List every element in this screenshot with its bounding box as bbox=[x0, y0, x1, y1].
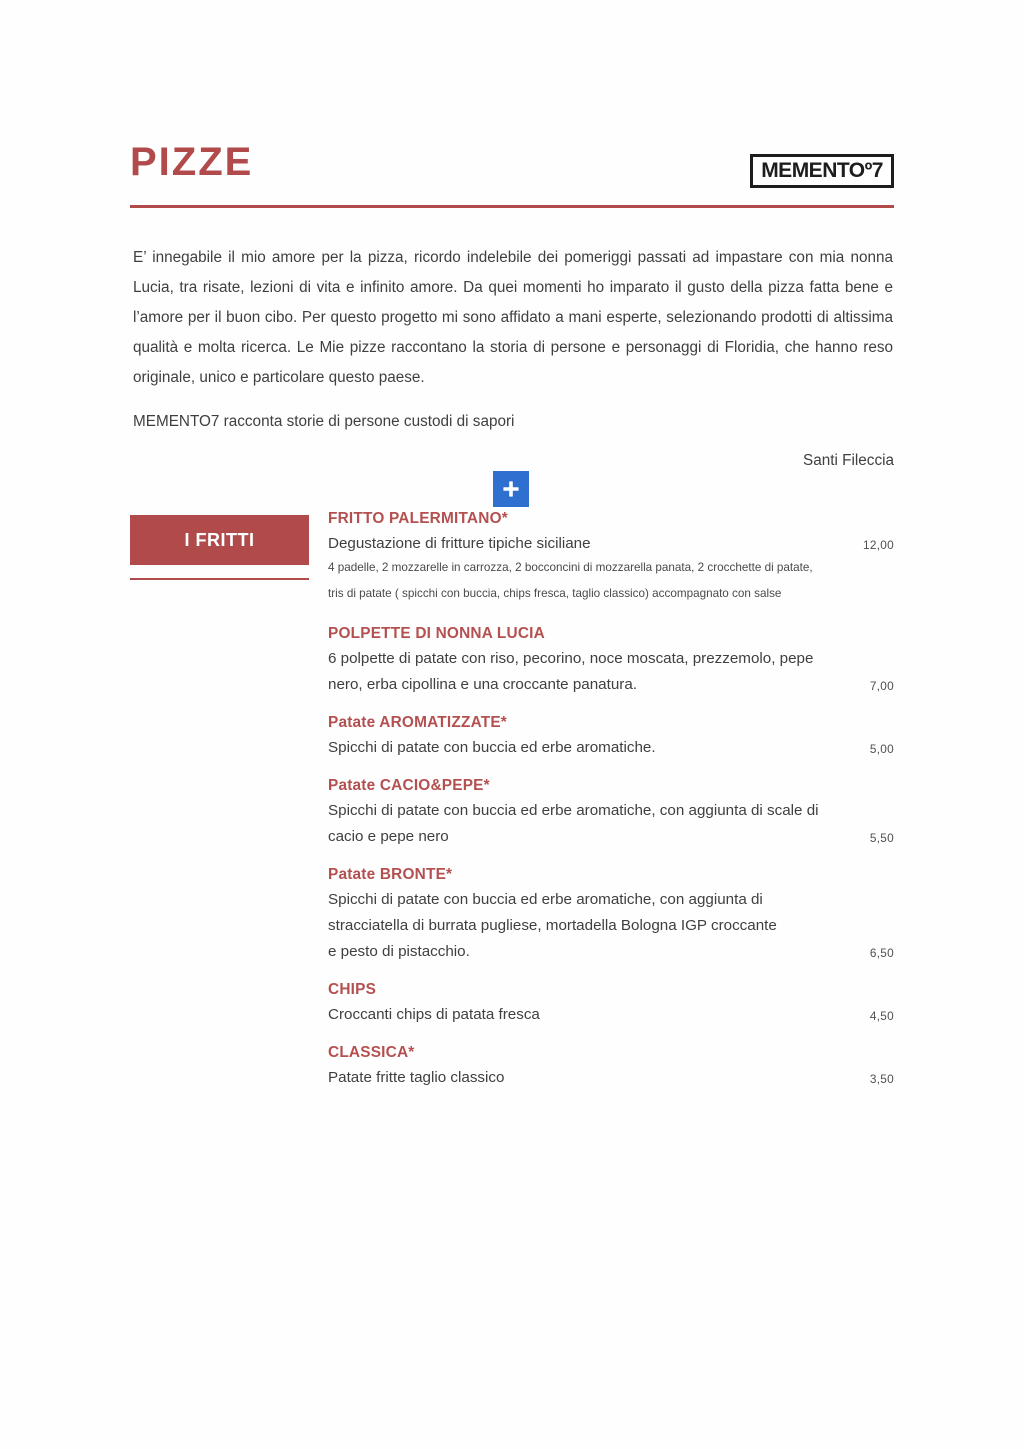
menu-item bbox=[328, 777, 894, 850]
menu-item-description bbox=[328, 646, 894, 698]
plus-icon[interactable] bbox=[494, 472, 528, 506]
menu-item-description bbox=[328, 531, 894, 609]
menu-item-line-text: 4 padelle, 2 mozzarelle in carrozza, 2 bocconcini di mozzarella panata, 2 crocchette di patate, bbox=[328, 561, 813, 574]
menu-item-line bbox=[328, 557, 894, 583]
menu-item bbox=[328, 981, 894, 1028]
menu-item-name: Patate CACIO&PEPE* bbox=[328, 777, 490, 794]
menu-item-line bbox=[328, 646, 894, 672]
menu-item-price: 5,00 bbox=[869, 742, 894, 756]
menu-item-line bbox=[328, 939, 894, 965]
menu-item-line-text: Croccanti chips di patata fresca bbox=[328, 1006, 540, 1023]
menu-items-list bbox=[328, 510, 894, 1107]
menu-item bbox=[328, 510, 894, 609]
menu-item-line-text: Spicchi di patate con buccia ed erbe aromatiche, con aggiunta di scale di bbox=[328, 802, 819, 819]
menu-item-line bbox=[328, 887, 894, 913]
menu-item-line bbox=[328, 672, 894, 698]
menu-item-line-text: Degustazione di fritture tipiche siciliane bbox=[328, 535, 591, 552]
section-divider bbox=[130, 578, 309, 580]
menu-item bbox=[328, 625, 894, 698]
menu-item bbox=[328, 714, 894, 761]
menu-item-line bbox=[328, 824, 894, 850]
menu-item bbox=[328, 866, 894, 965]
menu-item-line-text: Spicchi di patate con buccia ed erbe aromatiche. bbox=[328, 739, 656, 756]
author-signature: Santi Fileccia bbox=[803, 452, 894, 469]
menu-item-line-text: e pesto di pistacchio. bbox=[328, 943, 470, 960]
brand-logo bbox=[750, 154, 894, 188]
page-title: PIZZE bbox=[130, 140, 254, 184]
menu-item-line bbox=[328, 1002, 894, 1028]
title-divider bbox=[130, 205, 894, 208]
menu-item-line bbox=[328, 913, 894, 939]
menu-item-line-text: Patate fritte taglio classico bbox=[328, 1069, 505, 1086]
menu-item-name: Patate BRONTE* bbox=[328, 866, 453, 883]
menu-item-line-text: nero, erba cipollina e una croccante panatura. bbox=[328, 676, 638, 693]
menu-item-line bbox=[328, 531, 894, 557]
menu-item-price: 12,00 bbox=[862, 538, 894, 552]
menu-item-line-text: stracciatella di burrata pugliese, mortadella Bologna IGP croccante bbox=[328, 917, 777, 934]
menu-item-price: 7,00 bbox=[869, 679, 894, 693]
menu-item bbox=[328, 1044, 894, 1091]
menu-item-description bbox=[328, 1002, 894, 1028]
intro-paragraph-1: E’ innegabile il mio amore per la pizza, ricordo indelebile dei pomeriggi passati ad impastare con mia nonna Lucia, tra risate, lezioni di vita e infinito amore. Da quei momenti ho imparato il gusto della pizza fatta bene e l’amore per il buon cibo. Per questo progetto mi sono affidato a mani esperte, selezionando prodotti di altissima qualità e molta ricerca. Le Mie pizze raccontano la storia di persone e personaggi di Floridia, che hanno reso originale, unico e particolare questo paese. bbox=[133, 249, 893, 386]
menu-item-description bbox=[328, 1065, 894, 1091]
menu-item-description bbox=[328, 735, 894, 761]
section-label-text: I FRITTI bbox=[184, 529, 255, 550]
menu-item-description bbox=[328, 798, 894, 850]
menu-item-line bbox=[328, 1065, 894, 1091]
document-header bbox=[130, 140, 894, 210]
menu-item-line-text: tris di patate ( spicchi con buccia, chips fresca, taglio classico) accompagnato con salse bbox=[328, 587, 782, 600]
menu-item-line-text: cacio e pepe nero bbox=[328, 828, 449, 845]
section-label bbox=[130, 515, 309, 565]
menu-item-name: CHIPS bbox=[328, 981, 377, 998]
menu-item-line bbox=[328, 583, 894, 609]
menu-item-line bbox=[328, 798, 894, 824]
menu-item-line bbox=[328, 735, 894, 761]
menu-item-line-text: Spicchi di patate con buccia ed erbe aromatiche, con aggiunta di bbox=[328, 891, 763, 908]
menu-item-name: CLASSICA* bbox=[328, 1044, 415, 1061]
menu-item-name: POLPETTE DI NONNA LUCIA bbox=[328, 625, 545, 642]
intro-text bbox=[133, 243, 893, 451]
menu-item-price: 6,50 bbox=[869, 946, 894, 960]
menu-item-description bbox=[328, 887, 894, 965]
intro-paragraph-2: MEMENTO7 racconta storie di persone custodi di sapori bbox=[133, 413, 515, 430]
menu-item-price: 5,50 bbox=[869, 831, 894, 845]
menu-item-name: FRITTO PALERMITANO* bbox=[328, 510, 508, 527]
menu-item-price: 3,50 bbox=[869, 1072, 894, 1086]
menu-item-price: 4,50 bbox=[869, 1009, 894, 1023]
menu-item-name: Patate AROMATIZZATE* bbox=[328, 714, 507, 731]
menu-item-line-text: 6 polpette di patate con riso, pecorino, noce moscata, prezzemolo, pepe bbox=[328, 650, 814, 667]
brand-logo-text: MEMENTOº7 bbox=[761, 159, 883, 182]
